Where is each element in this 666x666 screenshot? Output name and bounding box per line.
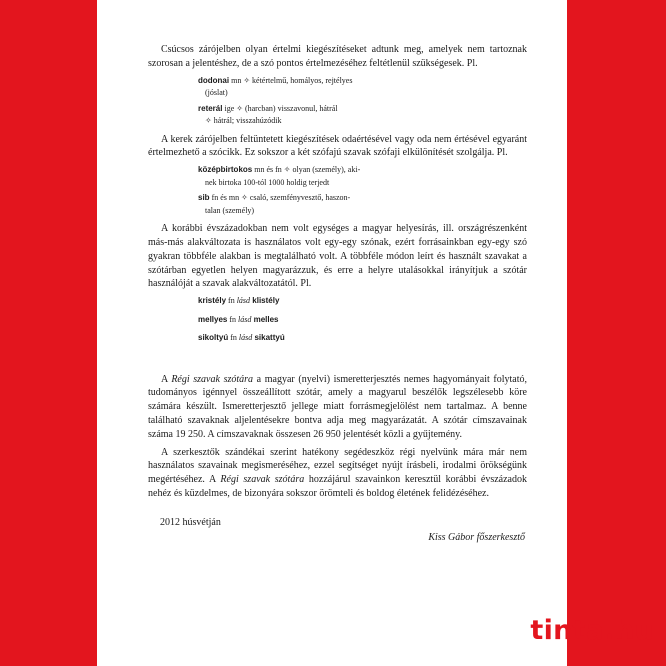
see-reference: lásd <box>236 296 251 306</box>
example-block-2 <box>198 164 498 217</box>
text-run: a magyar (nyelvi) ismeretterjesztés nemes hagyományait folytató, tudományos igénnyel összeállított szótár, amely a magyarul beszélők legszélesebb köre számára készült. Ismeretterjesztő jellege miatt forrásmegjelölést nem tartalmaz. A benne található szavaknak aljelentésekre bontva adja meg magyarázatát. A szótár címszavainak száma 19 250. A címszavaknak összesen 26 950 jelentését közli a gyűjtemény. <box>148 373 527 440</box>
example-block-3 <box>198 295 498 345</box>
cross-reference-entry <box>198 332 498 345</box>
dictionary-title: Régi szavak szótára <box>171 373 254 385</box>
headword: dodonai <box>198 75 230 85</box>
page-content <box>148 43 527 543</box>
paragraph-angle-brackets: Csúcsos zárójelben olyan értelmi kiegészítéseket adtunk meg, amelyek nem tartoznak szorosan a jelentéshez, de a szó pontos értelmezéséhez feltétlenül szükségesek. Pl. <box>148 44 527 69</box>
text-run: hozzájárul szavainkon keresztül korábbi évszázadok nehéz és küzdelmes, de bizonyára sokszor örömteli és boldog életének felidézéséhez. <box>148 474 527 500</box>
cross-reference-entry <box>198 295 498 308</box>
part-of-speech: fn <box>228 333 239 343</box>
entry-continuation: ✧ hátrál; visszahúzódik <box>205 116 282 126</box>
part-of-speech: fn <box>226 296 237 306</box>
entry-definition: mn és fn ✧ olyan (személy), aki- <box>252 165 361 175</box>
paragraph-spelling-variants: A korábbi évszázadokban nem volt egységes a magyar helyesírás, ill. országrészenként más-más alakváltozata is használatos volt egy-egy szónak, ezért forrásainkban egy-egy szó gyakran többféle alakban is megtalálható volt. A többféle módon leírt és használt szavakat a szótárban egyetlen helyen magyarázzuk, és erre a helyre utalásokkal irányítjuk a szótár használóját a szavak alakváltozatától. Pl. <box>148 223 527 290</box>
reference-target: klistély <box>250 296 280 306</box>
paragraph-round-brackets: A kerek zárójelben feltüntetett kiegészítések odaértésével vagy oda nem értésével egyaránt értelmezhető a szócikk. Ez sokszor a két szófajú szavak szófaji elkülönítését szolgálja. Pl. <box>148 133 527 159</box>
part-of-speech: fn <box>227 314 239 324</box>
dictionary-entry <box>198 75 498 100</box>
text-run: A <box>161 373 172 385</box>
headword: sib <box>198 193 210 203</box>
see-reference: lásd <box>238 314 252 324</box>
paragraph-about-dictionary <box>148 373 527 442</box>
entry-definition: mn ✧ kétértelmű, homályos, rejtélyes <box>229 75 353 85</box>
reference-target: melles <box>251 314 279 324</box>
book-page <box>97 0 567 666</box>
paragraph-editors-intent <box>148 446 527 501</box>
reference-target: sikattyú <box>252 333 285 343</box>
dictionary-entry <box>198 164 498 189</box>
example-block-1 <box>198 75 498 128</box>
headword: reterál <box>198 103 223 113</box>
entry-continuation: nek birtoka 100-tól 1000 holdig terjedt <box>205 177 330 187</box>
dictionary-entry <box>198 192 498 217</box>
dictionary-title: Régi szavak szótára <box>220 474 305 486</box>
headword: kristély <box>198 296 227 306</box>
entry-continuation: (jóslat) <box>205 88 228 98</box>
headword: mellyes <box>198 314 228 324</box>
entry-definition: ige ✧ (harcban) visszavonul, hátrál <box>222 103 338 113</box>
cross-reference-entry <box>198 314 498 327</box>
headword: sikoltyú <box>198 333 229 343</box>
dictionary-entry <box>198 103 498 128</box>
entry-continuation: talan (személy) <box>205 205 255 215</box>
date-line: 2012 húsvétján <box>160 516 221 528</box>
signature: Kiss Gábor főszerkesztő <box>428 531 525 543</box>
see-reference: lásd <box>238 333 253 343</box>
headword: középbirtokos <box>198 165 253 175</box>
text-run: A szerkesztők szándékai szerint hatékony segédeszköz régi nyelvünk mára már nem használatos szavainak megismeréséhez, ezzel segítséget nyújt írásbeli, irodalmi örökségünk megértéséhez. A <box>148 446 527 486</box>
entry-definition: fn és mn ✧ csaló, szemfényvesztő, haszon- <box>209 193 351 203</box>
section-gap <box>148 351 527 373</box>
publisher-watermark: tinta.hu <box>530 615 654 646</box>
